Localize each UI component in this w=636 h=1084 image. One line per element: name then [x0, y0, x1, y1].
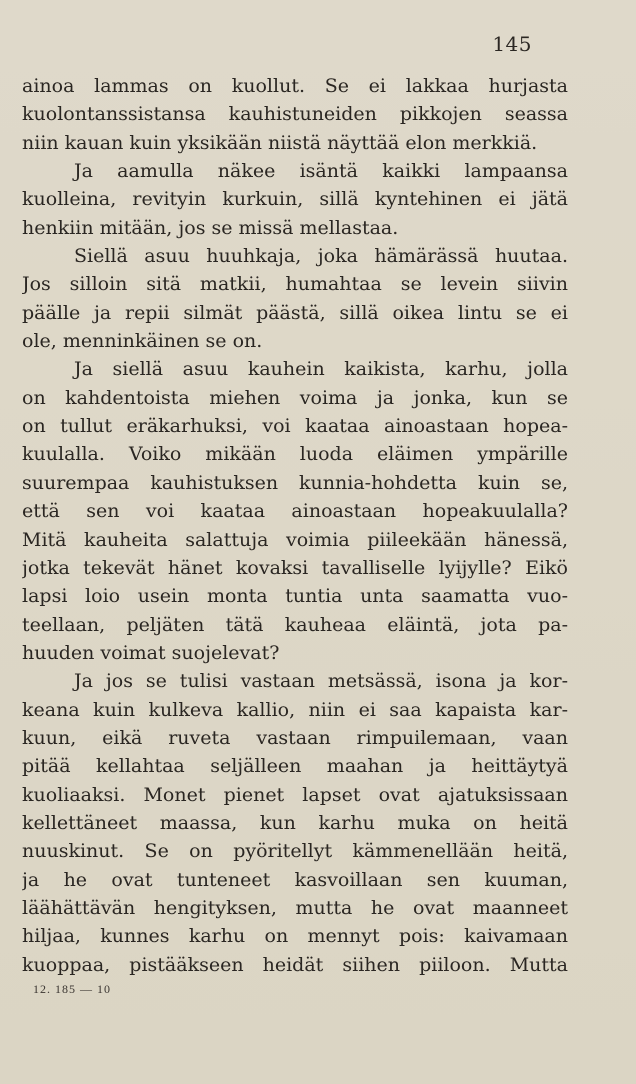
text-line: niin kauan kuin yksikään niistä näyttää elon merkkiä.	[22, 131, 538, 154]
text-line: että sen voi kaataa ainoastaan hopeakuulalla?	[22, 500, 568, 523]
text-line: kellettäneet maassa, kun karhu muka on heitä	[22, 811, 568, 834]
text-line: keana kuin kulkeva kallio, niin ei saa kapaista kar-	[22, 698, 568, 721]
text-line: pitää kellahtaa seljälleen maahan ja heittäytyä	[22, 755, 568, 778]
text-line: Jos silloin sitä matkii, humahtaa se levein siivin	[22, 273, 568, 296]
text-line: Mitä kauheita salattuja voimia piileekään hänessä,	[22, 528, 568, 551]
text-line: kuolontanssistansa kauhistuneiden pikkojen seassa	[22, 103, 568, 126]
text-line: ainoa lammas on kuollut. Se ei lakkaa hurjasta	[22, 75, 568, 97]
printer-signature: 12. 185 — 10	[33, 982, 111, 996]
text-line: kuoliaaksi. Monet pienet lapset ovat ajatuksissaan	[22, 783, 568, 806]
text-line: Ja jos se tulisi vastaan metsässä, isona ja kor-	[74, 670, 568, 693]
text-line: päälle ja repii silmät päästä, sillä oikea lintu se ei	[22, 301, 568, 324]
text-line: huuden voimat suojelevat?	[22, 641, 280, 664]
text-line: Siellä asuu huuhkaja, joka hämärässä huutaa.	[74, 245, 568, 268]
text-line: Ja aamulla näkee isäntä kaikki lampaansa	[74, 160, 568, 183]
text-line: suurempaa kauhistuksen kunnia-hohdetta kuin se,	[22, 471, 568, 494]
text-line: läähättävän hengityksen, mutta he ovat maanneet	[22, 896, 568, 919]
text-line: on tullut eräkarhuksi, voi kaataa ainoastaan hopea-	[22, 415, 568, 438]
text-line: Ja siellä asuu kauhein kaikista, karhu, jolla	[74, 358, 568, 381]
text-line: henkiin mitään, jos se missä mellastaa.	[22, 216, 399, 239]
text-line: hiljaa, kunnes karhu on mennyt pois: kaivamaan	[22, 925, 568, 948]
text-line: kuulalla. Voiko mikään luoda eläimen ympärille	[22, 443, 568, 466]
text-line: kuolleina, revityin kurkuin, sillä kyntehinen ei jätä	[22, 188, 568, 211]
text-line: teellaan, peljäten tätä kauheaa eläintä, jota pa-	[22, 613, 568, 636]
text-line: nuuskinut. Se on pyöritellyt kämmenellään heitä,	[22, 840, 568, 863]
text-line: on kahdentoista miehen voima ja jonka, kun se	[22, 386, 568, 409]
page-number: 145	[492, 32, 532, 56]
text-line: kuun, eikä ruveta vastaan rimpuilemaan, vaan	[22, 726, 568, 749]
text-line: ja he ovat tunteneet kasvoillaan sen kuuman,	[22, 868, 568, 891]
text-line: jotka tekevät hänet kovaksi tavalliselle lyijylle? Eikö	[22, 556, 568, 579]
text-line: ole, menninkäinen se on.	[22, 330, 263, 353]
text-line: lapsi loio usein monta tuntia unta saamatta vuo-	[22, 585, 568, 608]
body-text	[22, 72, 568, 979]
text-line: kuoppaa, pistääkseen heidät siihen piiloon. Mutta	[22, 953, 568, 976]
